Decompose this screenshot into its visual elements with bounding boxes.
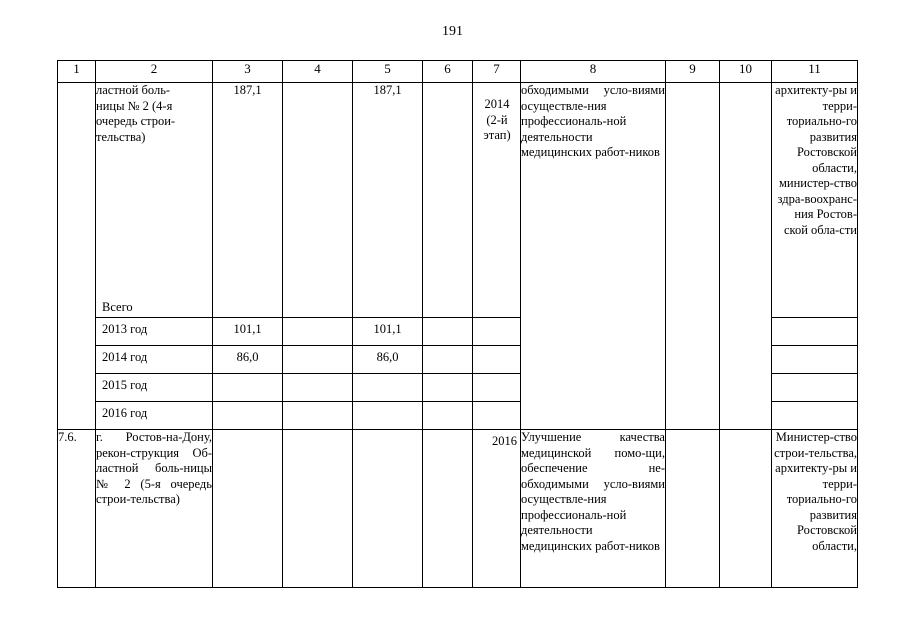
- table-row: [58, 430, 858, 588]
- item-number: 7.6.: [58, 430, 96, 588]
- column-header: 5: [353, 61, 423, 83]
- year-label: 2014 год: [96, 346, 213, 374]
- object-name-cell: [96, 83, 213, 318]
- column-header: 10: [720, 61, 772, 83]
- column-header: 8: [521, 61, 666, 83]
- col7-term: [473, 83, 521, 318]
- row-number-cell: [58, 83, 96, 430]
- col5-value: 101,1: [353, 318, 423, 346]
- col3-value: 86,0: [213, 346, 283, 374]
- column-header: 4: [283, 61, 353, 83]
- table-row: [58, 83, 858, 318]
- col11-executor: архитекту-ры и терри-ториально-го развития Ростовской области, министер-ство здра-воохранс-ния Ростов-ской обла-сти: [772, 83, 858, 318]
- col6-cell: [423, 83, 473, 318]
- object-name: ластной боль-ницы № 2 (4-я очередь строи-тельства): [96, 83, 176, 144]
- year-label: 2013 год: [96, 318, 213, 346]
- term-text: 2014 (2-й этап): [483, 97, 511, 142]
- year-label: 2016 год: [96, 402, 213, 430]
- col4-cell: [283, 83, 353, 318]
- col3-value: 101,1: [213, 318, 283, 346]
- object-name: г. Ростов-на-Дону, рекон-струкция Об-ластной боль-ницы № 2 (5-я очередь строи-тельства): [96, 430, 213, 588]
- column-header: 6: [423, 61, 473, 83]
- col9-cell: [666, 83, 720, 430]
- col8-purpose: Улучшение качества медицинской помо-щи, обеспечение не-обходимыми усло-виями осуществле-ния профессиональ-ной деятельности медицинских работ-ников: [521, 430, 666, 588]
- col8-purpose: обходимыми усло-виями осуществле-ния профессиональ-ной деятельности медицинских работ-ников: [521, 83, 666, 430]
- col11-executor: Министер-ство строи-тельства, архитекту-ры и терри-ториально-го развития Ростовской области,: [772, 430, 858, 588]
- column-header: 7: [473, 61, 521, 83]
- column-header: 1: [58, 61, 96, 83]
- col7-term: 2016: [473, 430, 521, 588]
- col3-total: 187,1: [213, 83, 283, 318]
- column-header: 9: [666, 61, 720, 83]
- year-label: 2015 год: [96, 374, 213, 402]
- column-header-row: [58, 61, 858, 83]
- col5-value: 86,0: [353, 346, 423, 374]
- column-header: 3: [213, 61, 283, 83]
- program-table: [57, 60, 858, 588]
- col10-cell: [720, 83, 772, 430]
- total-label: Всего: [102, 299, 133, 314]
- col5-total: 187,1: [353, 83, 423, 318]
- column-header: 2: [96, 61, 213, 83]
- column-header: 11: [772, 61, 858, 83]
- page-number: 191: [442, 24, 463, 39]
